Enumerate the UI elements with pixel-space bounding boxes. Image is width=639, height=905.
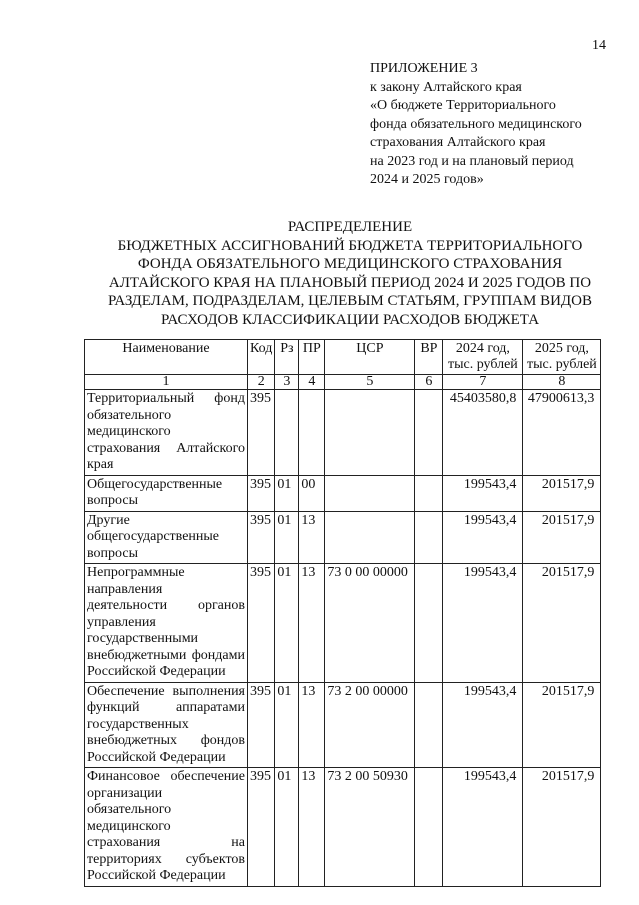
annex-line: фонда обязательного медицинского (370, 116, 582, 132)
cell-name: Общегосударственные вопросы (85, 475, 248, 511)
column-number: 5 (325, 375, 415, 390)
cell-2025: 201517,9 (523, 768, 601, 887)
table-row (85, 564, 601, 683)
cell-vr (415, 475, 443, 511)
cell-kod: 395 (248, 682, 275, 768)
annex-line: страхования Алтайского края (370, 135, 546, 150)
cell-2024: 199543,4 (443, 682, 523, 768)
title-line: РАСПРЕДЕЛЕНИЕ (287, 219, 413, 235)
document-title (60, 218, 639, 329)
cell-name: Непрограммные направления деятельности органов управления государственными внебюджетными фондами Российской Федерации (85, 564, 248, 683)
annex-line: «О бюджете Территориального (370, 98, 556, 113)
cell-csr: 73 2 00 00000 (325, 682, 415, 768)
column-number: 6 (415, 375, 443, 390)
column-number: 4 (299, 375, 325, 390)
header-name: Наименование (85, 340, 248, 375)
column-number: 8 (523, 375, 601, 390)
cell-2025: 201517,9 (523, 682, 601, 768)
cell-name: Другие общегосударственные вопросы (85, 511, 248, 564)
cell-pr: 13 (299, 682, 325, 768)
cell-rz: 01 (275, 511, 299, 564)
table-header-row (85, 340, 601, 375)
column-number: 7 (443, 375, 523, 390)
cell-name: Территориальный фонд обязательного медицинского страхования Алтайского края (85, 390, 248, 476)
cell-kod: 395 (248, 768, 275, 887)
annex-block (370, 60, 582, 190)
header-kod: Код (248, 340, 275, 375)
table-row (85, 768, 601, 887)
title-line: ФОНДА ОБЯЗАТЕЛЬНОГО МЕДИЦИНСКОГО СТРАХОВАНИЯ (137, 256, 563, 272)
cell-name: Финансовое обеспечение организации обязательного медицинского страхования на территориях субъектов Российской Федерации (85, 768, 248, 887)
annex-line: ПРИЛОЖЕНИЕ 3 (370, 61, 478, 76)
cell-2025: 47900613,3 (523, 390, 601, 476)
column-number-row (85, 375, 601, 390)
annex-line: к закону Алтайского края (370, 79, 522, 95)
cell-pr: 13 (299, 768, 325, 887)
cell-rz (275, 390, 299, 476)
cell-vr (415, 390, 443, 476)
header-pr: ПР (299, 340, 325, 375)
cell-pr: 13 (299, 511, 325, 564)
header-vr: ВР (415, 340, 443, 375)
cell-2024: 45403580,8 (443, 390, 523, 476)
column-number: 3 (275, 375, 299, 390)
table-row (85, 682, 601, 768)
cell-kod: 395 (248, 390, 275, 476)
cell-2025: 201517,9 (523, 564, 601, 683)
cell-csr: 73 0 00 00000 (325, 564, 415, 683)
cell-2024: 199543,4 (443, 511, 523, 564)
cell-kod: 395 (248, 475, 275, 511)
cell-2024: 199543,4 (443, 475, 523, 511)
cell-kod: 395 (248, 564, 275, 683)
column-number: 2 (248, 375, 275, 390)
title-line: РАЗДЕЛАМ, ПОДРАЗДЕЛАМ, ЦЕЛЕВЫМ СТАТЬЯМ, ГРУППАМ ВИДОВ (107, 293, 592, 309)
title-line: АЛТАЙСКОГО КРАЯ НА ПЛАНОВЫЙ ПЕРИОД 2024 И 2025 ГОДОВ ПО (108, 274, 592, 291)
header-csr: ЦСР (325, 340, 415, 375)
cell-2024: 199543,4 (443, 564, 523, 683)
cell-2025: 201517,9 (523, 475, 601, 511)
header-2025: 2025 год, тыс. рублей (523, 340, 601, 375)
cell-rz: 01 (275, 475, 299, 511)
column-number: 1 (85, 375, 248, 390)
cell-csr (325, 390, 415, 476)
header-2024: 2024 год, тыс. рублей (443, 340, 523, 375)
cell-vr (415, 682, 443, 768)
page-number: 14 (592, 38, 606, 53)
cell-vr (415, 564, 443, 683)
table-row (85, 390, 601, 476)
cell-rz: 01 (275, 768, 299, 887)
cell-csr (325, 475, 415, 511)
cell-name: Обеспечение выполнения функций аппаратами государственных внебюджетных фондов Российской Федерации (85, 682, 248, 768)
cell-csr: 73 2 00 50930 (325, 768, 415, 887)
cell-pr: 13 (299, 564, 325, 683)
table-row (85, 475, 601, 511)
cell-2024: 199543,4 (443, 768, 523, 887)
annex-line: 2024 и 2025 годов» (370, 172, 484, 187)
cell-vr (415, 768, 443, 887)
cell-kod: 395 (248, 511, 275, 564)
title-line: БЮДЖЕТНЫХ АССИГНОВАНИЙ БЮДЖЕТА ТЕРРИТОРИАЛЬНОГО (117, 237, 583, 254)
cell-vr (415, 511, 443, 564)
budget-table (84, 339, 601, 887)
header-rz: Рз (275, 340, 299, 375)
cell-pr (299, 390, 325, 476)
cell-csr (325, 511, 415, 564)
title-line: РАСХОДОВ КЛАССИФИКАЦИИ РАСХОДОВ БЮДЖЕТА (160, 311, 540, 328)
table-row (85, 511, 601, 564)
cell-2025: 201517,9 (523, 511, 601, 564)
cell-pr: 00 (299, 475, 325, 511)
annex-line: на 2023 год и на плановый период (370, 153, 574, 169)
cell-rz: 01 (275, 564, 299, 683)
cell-rz: 01 (275, 682, 299, 768)
